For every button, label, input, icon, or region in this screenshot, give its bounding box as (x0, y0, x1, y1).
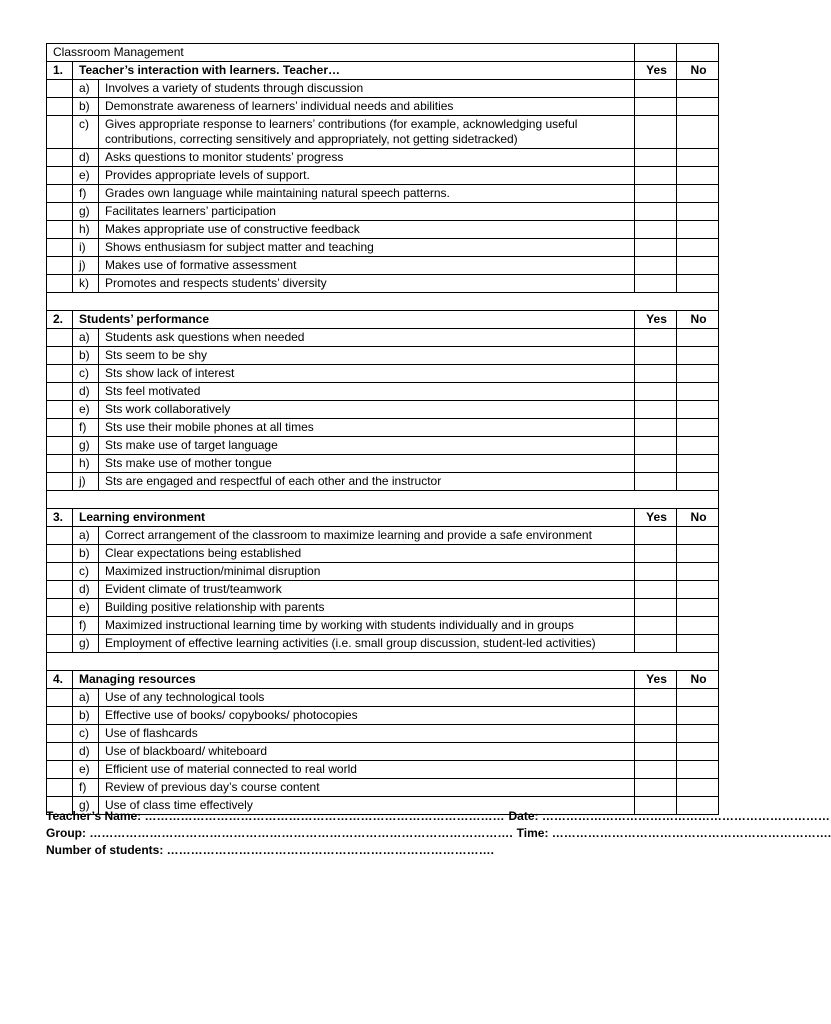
checklist-item-row (47, 707, 719, 725)
row-blank-cell (47, 743, 73, 761)
yes-checkbox-cell[interactable] (635, 275, 677, 293)
no-checkbox-cell[interactable] (677, 437, 719, 455)
item-text: Evident climate of trust/teamwork (99, 581, 635, 599)
checklist-item-row (47, 419, 719, 437)
no-checkbox-cell[interactable] (677, 185, 719, 203)
row-blank-cell (47, 473, 73, 491)
item-letter: h) (73, 221, 99, 239)
checklist-item-row (47, 779, 719, 797)
item-letter: b) (73, 98, 99, 116)
yes-checkbox-cell[interactable] (635, 167, 677, 185)
item-letter: e) (73, 761, 99, 779)
yes-checkbox-cell[interactable] (635, 545, 677, 563)
item-text: Makes use of formative assessment (99, 257, 635, 275)
item-text: Use of blackboard/ whiteboard (99, 743, 635, 761)
checklist-item-row (47, 185, 719, 203)
yes-checkbox-cell[interactable] (635, 635, 677, 653)
item-text: Sts feel motivated (99, 383, 635, 401)
checklist-item-row (47, 203, 719, 221)
checklist-item-row (47, 347, 719, 365)
item-letter: c) (73, 116, 99, 149)
item-text: Promotes and respects students’ diversity (99, 275, 635, 293)
no-checkbox-cell[interactable] (677, 545, 719, 563)
no-checkbox-cell[interactable] (677, 347, 719, 365)
yes-checkbox-cell[interactable] (635, 203, 677, 221)
row-blank-cell (47, 581, 73, 599)
item-letter: a) (73, 329, 99, 347)
footer-line-2 (46, 825, 831, 842)
yes-checkbox-cell[interactable] (635, 401, 677, 419)
section-heading: Managing resources (73, 671, 635, 689)
checklist-item-row (47, 473, 719, 491)
yes-checkbox-cell[interactable] (635, 455, 677, 473)
item-text: Maximized instruction/minimal disruption (99, 563, 635, 581)
no-checkbox-cell[interactable] (677, 221, 719, 239)
spacer-cell (47, 653, 719, 671)
spacer-cell (47, 293, 719, 311)
item-letter: g) (73, 203, 99, 221)
no-checkbox-cell[interactable] (677, 599, 719, 617)
no-checkbox-cell[interactable] (677, 257, 719, 275)
item-text: Efficient use of material connected to real world (99, 761, 635, 779)
checklist-item-row (47, 635, 719, 653)
item-letter: e) (73, 167, 99, 185)
no-checkbox-cell[interactable] (677, 473, 719, 491)
section-number: 2. (47, 311, 73, 329)
no-checkbox-cell[interactable] (677, 419, 719, 437)
item-letter: j) (73, 257, 99, 275)
yes-checkbox-cell[interactable] (635, 383, 677, 401)
no-column-header: No (677, 671, 719, 689)
footer-line-3 (46, 842, 726, 859)
item-letter: a) (73, 527, 99, 545)
checklist-item-row (47, 329, 719, 347)
no-checkbox-cell[interactable] (677, 581, 719, 599)
no-column-header: No (677, 509, 719, 527)
section-header-row (47, 311, 719, 329)
yes-checkbox-cell[interactable] (635, 149, 677, 167)
title-no-cell (677, 44, 719, 62)
no-checkbox-cell[interactable] (677, 203, 719, 221)
row-blank-cell (47, 437, 73, 455)
no-checkbox-cell[interactable] (677, 365, 719, 383)
no-checkbox-cell[interactable] (677, 167, 719, 185)
no-checkbox-cell[interactable] (677, 707, 719, 725)
group-field[interactable]: Group: ……………………………………………………………………………………………. (46, 826, 513, 840)
row-blank-cell (47, 563, 73, 581)
checklist-item-row (47, 149, 719, 167)
item-letter: d) (73, 383, 99, 401)
row-blank-cell (47, 365, 73, 383)
item-letter: a) (73, 80, 99, 98)
item-letter: g) (73, 797, 99, 815)
no-checkbox-cell[interactable] (677, 761, 719, 779)
item-letter: d) (73, 581, 99, 599)
item-letter: a) (73, 689, 99, 707)
row-blank-cell (47, 98, 73, 116)
section-number: 3. (47, 509, 73, 527)
yes-checkbox-cell[interactable] (635, 563, 677, 581)
row-blank-cell (47, 635, 73, 653)
section-spacer-row (47, 293, 719, 311)
item-text: Involves a variety of students through discussion (99, 80, 635, 98)
checklist-item-row (47, 116, 719, 149)
item-letter: b) (73, 347, 99, 365)
item-text: Sts are engaged and respectful of each other and the instructor (99, 473, 635, 491)
spacer-cell (47, 491, 719, 509)
item-text: Sts make use of target language (99, 437, 635, 455)
yes-checkbox-cell[interactable] (635, 743, 677, 761)
item-text: Provides appropriate levels of support. (99, 167, 635, 185)
yes-column-header: Yes (635, 671, 677, 689)
title-yes-cell (635, 44, 677, 62)
row-blank-cell (47, 455, 73, 473)
row-blank-cell (47, 203, 73, 221)
yes-checkbox-cell[interactable] (635, 437, 677, 455)
section-header-row (47, 62, 719, 80)
item-letter: c) (73, 725, 99, 743)
row-blank-cell (47, 401, 73, 419)
yes-checkbox-cell[interactable] (635, 116, 677, 149)
item-text: Students ask questions when needed (99, 329, 635, 347)
section-number: 4. (47, 671, 73, 689)
item-text: Effective use of books/ copybooks/ photocopies (99, 707, 635, 725)
row-blank-cell (47, 149, 73, 167)
item-text: Clear expectations being established (99, 545, 635, 563)
checklist-item-row (47, 80, 719, 98)
row-blank-cell (47, 725, 73, 743)
no-checkbox-cell[interactable] (677, 617, 719, 635)
yes-checkbox-cell[interactable] (635, 599, 677, 617)
row-blank-cell (47, 527, 73, 545)
yes-checkbox-cell[interactable] (635, 221, 677, 239)
item-letter: b) (73, 707, 99, 725)
row-blank-cell (47, 167, 73, 185)
checklist-item-row (47, 275, 719, 293)
checklist-item-row (47, 437, 719, 455)
item-text: Maximized instructional learning time by working with students individually and in groups (99, 617, 635, 635)
checklist-item-row (47, 239, 719, 257)
item-text: Use of flashcards (99, 725, 635, 743)
item-letter: e) (73, 599, 99, 617)
row-blank-cell (47, 545, 73, 563)
item-letter: d) (73, 743, 99, 761)
row-blank-cell (47, 617, 73, 635)
item-text: Sts use their mobile phones at all times (99, 419, 635, 437)
title-row (47, 44, 719, 62)
item-letter: b) (73, 545, 99, 563)
row-blank-cell (47, 257, 73, 275)
item-text: Sts make use of mother tongue (99, 455, 635, 473)
checklist-body (47, 44, 719, 815)
yes-checkbox-cell[interactable] (635, 257, 677, 275)
yes-checkbox-cell[interactable] (635, 707, 677, 725)
item-letter: g) (73, 635, 99, 653)
row-blank-cell (47, 80, 73, 98)
checklist-item-row (47, 527, 719, 545)
row-blank-cell (47, 599, 73, 617)
row-blank-cell (47, 329, 73, 347)
item-letter: f) (73, 185, 99, 203)
section-spacer-row (47, 653, 719, 671)
no-checkbox-cell[interactable] (677, 401, 719, 419)
checklist-item-row (47, 383, 719, 401)
row-blank-cell (47, 116, 73, 149)
checklist-item-row (47, 599, 719, 617)
checklist-item-row (47, 581, 719, 599)
section-heading: Teacher’s interaction with learners. Teacher… (73, 62, 635, 80)
checklist-item-row (47, 545, 719, 563)
item-letter: c) (73, 563, 99, 581)
item-text: Sts work collaboratively (99, 401, 635, 419)
teacher-name-field[interactable]: Teacher’s Name: ……………………………………………………………………………… (46, 809, 505, 823)
item-letter: h) (73, 455, 99, 473)
observation-checklist-table (46, 43, 719, 815)
checklist-item-row (47, 725, 719, 743)
footer-fields (46, 808, 831, 859)
yes-checkbox-cell[interactable] (635, 527, 677, 545)
row-blank-cell (47, 239, 73, 257)
no-column-header: No (677, 311, 719, 329)
yes-checkbox-cell[interactable] (635, 473, 677, 491)
item-text: Sts show lack of interest (99, 365, 635, 383)
section-spacer-row (47, 491, 719, 509)
item-letter: f) (73, 617, 99, 635)
item-text: Review of previous day’s course content (99, 779, 635, 797)
no-checkbox-cell[interactable] (677, 383, 719, 401)
item-letter: d) (73, 149, 99, 167)
section-header-row (47, 509, 719, 527)
checklist-item-row (47, 257, 719, 275)
item-letter: i) (73, 239, 99, 257)
section-header-row (47, 671, 719, 689)
item-text: Asks questions to monitor students’ progress (99, 149, 635, 167)
no-checkbox-cell[interactable] (677, 80, 719, 98)
yes-checkbox-cell[interactable] (635, 725, 677, 743)
checklist-item-row (47, 689, 719, 707)
item-text: Building positive relationship with parents (99, 599, 635, 617)
section-number: 1. (47, 62, 73, 80)
no-checkbox-cell[interactable] (677, 725, 719, 743)
yes-checkbox-cell[interactable] (635, 80, 677, 98)
row-blank-cell (47, 221, 73, 239)
number-of-students-field[interactable]: Number of students: ………………………………………………………………………. (46, 843, 495, 857)
row-blank-cell (47, 707, 73, 725)
yes-checkbox-cell[interactable] (635, 761, 677, 779)
section-heading: Students’ performance (73, 311, 635, 329)
footer-line-1 (46, 808, 830, 825)
row-blank-cell (47, 185, 73, 203)
checklist-item-row (47, 365, 719, 383)
checklist-item-row (47, 401, 719, 419)
section-heading: Learning environment (73, 509, 635, 527)
yes-checkbox-cell[interactable] (635, 98, 677, 116)
item-text: Gives appropriate response to learners’ contributions (for example, acknowledging useful contributions, correcting sensitively and appropriately, not getting sidetracked) (99, 116, 635, 149)
no-checkbox-cell[interactable] (677, 329, 719, 347)
time-field[interactable]: Time: ……………………………………………………………. (516, 826, 831, 840)
yes-checkbox-cell[interactable] (635, 347, 677, 365)
no-checkbox-cell[interactable] (677, 743, 719, 761)
item-letter: f) (73, 419, 99, 437)
item-text: Facilitates learners’ participation (99, 203, 635, 221)
no-checkbox-cell[interactable] (677, 779, 719, 797)
item-text: Demonstrate awareness of learners’ individual needs and abilities (99, 98, 635, 116)
item-text: Employment of effective learning activities (i.e. small group discussion, student-led activities) (99, 635, 635, 653)
checklist-item-row (47, 761, 719, 779)
yes-column-header: Yes (635, 509, 677, 527)
no-column-header: No (677, 62, 719, 80)
date-field[interactable]: Date: ……………………………………………………………… (508, 809, 830, 823)
item-letter: c) (73, 365, 99, 383)
no-checkbox-cell[interactable] (677, 689, 719, 707)
row-blank-cell (47, 761, 73, 779)
no-checkbox-cell[interactable] (677, 455, 719, 473)
yes-checkbox-cell[interactable] (635, 239, 677, 257)
no-checkbox-cell[interactable] (677, 239, 719, 257)
row-blank-cell (47, 383, 73, 401)
item-letter: e) (73, 401, 99, 419)
checklist-item-row (47, 617, 719, 635)
yes-checkbox-cell[interactable] (635, 419, 677, 437)
yes-checkbox-cell[interactable] (635, 185, 677, 203)
item-letter: j) (73, 473, 99, 491)
row-blank-cell (47, 779, 73, 797)
checklist-item-row (47, 221, 719, 239)
yes-checkbox-cell[interactable] (635, 617, 677, 635)
no-checkbox-cell[interactable] (677, 116, 719, 149)
checklist-item-row (47, 98, 719, 116)
yes-checkbox-cell[interactable] (635, 689, 677, 707)
item-text: Use of any technological tools (99, 689, 635, 707)
item-letter: f) (73, 779, 99, 797)
checklist-title: Classroom Management (47, 44, 635, 62)
item-text: Use of class time effectively (99, 797, 635, 815)
yes-column-header: Yes (635, 311, 677, 329)
item-text: Sts seem to be shy (99, 347, 635, 365)
no-checkbox-cell[interactable] (677, 149, 719, 167)
no-checkbox-cell[interactable] (677, 98, 719, 116)
item-letter: g) (73, 437, 99, 455)
checklist-item-row (47, 743, 719, 761)
row-blank-cell (47, 689, 73, 707)
no-checkbox-cell[interactable] (677, 527, 719, 545)
item-text: Makes appropriate use of constructive feedback (99, 221, 635, 239)
checklist-item-row (47, 167, 719, 185)
item-text: Shows enthusiasm for subject matter and teaching (99, 239, 635, 257)
item-text: Correct arrangement of the classroom to maximize learning and provide a safe environment (99, 527, 635, 545)
yes-checkbox-cell[interactable] (635, 581, 677, 599)
item-text: Grades own language while maintaining natural speech patterns. (99, 185, 635, 203)
row-blank-cell (47, 347, 73, 365)
checklist-item-row (47, 563, 719, 581)
yes-checkbox-cell[interactable] (635, 779, 677, 797)
row-blank-cell (47, 275, 73, 293)
yes-checkbox-cell[interactable] (635, 329, 677, 347)
checklist-item-row (47, 455, 719, 473)
no-checkbox-cell[interactable] (677, 563, 719, 581)
yes-column-header: Yes (635, 62, 677, 80)
yes-checkbox-cell[interactable] (635, 365, 677, 383)
row-blank-cell (47, 419, 73, 437)
no-checkbox-cell[interactable] (677, 275, 719, 293)
no-checkbox-cell[interactable] (677, 635, 719, 653)
item-letter: k) (73, 275, 99, 293)
